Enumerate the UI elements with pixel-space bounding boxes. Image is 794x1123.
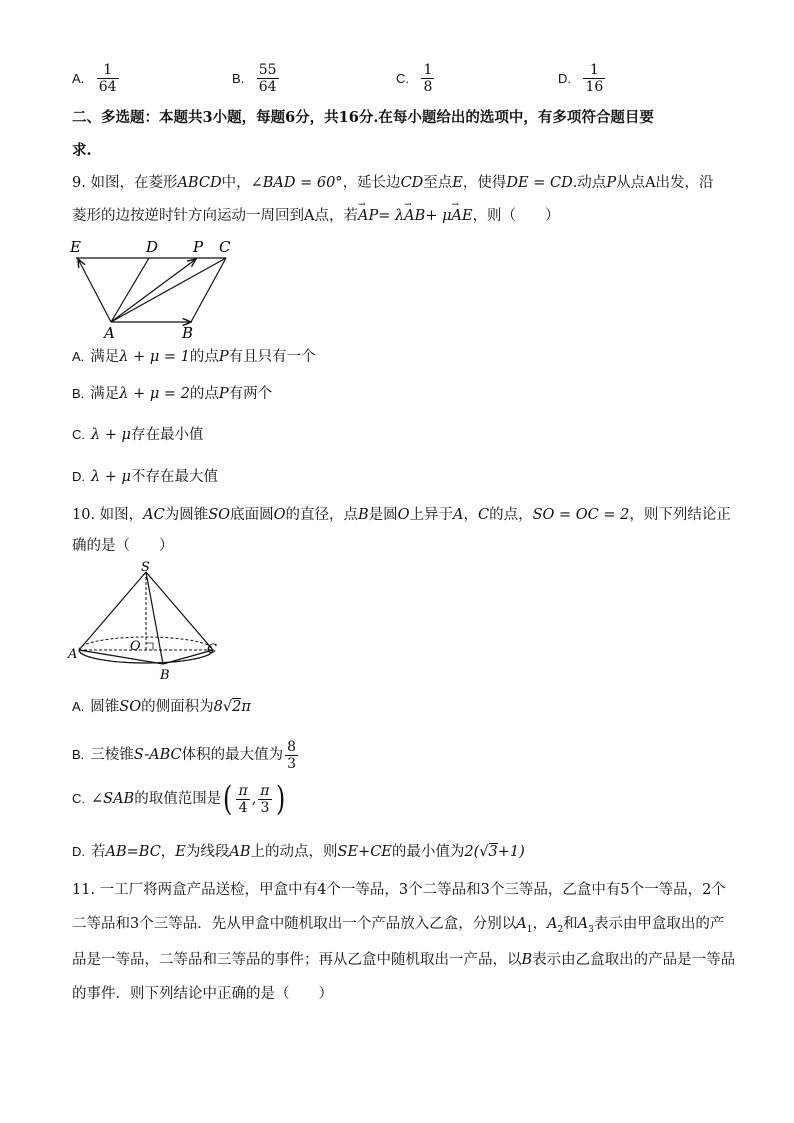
q10-stem-line1: 10. 如图，AC为圆锥SO底面圆O的直径，点B是圆O上异于A，C的点，SO = OC = 2，则下列结论正 <box>72 507 731 523</box>
fraction: $\frac{\pi}{4}$ <box>238 782 248 816</box>
fraction: $\frac{1}{8}$ <box>423 62 433 95</box>
q10-option-b[interactable]: B. 三棱锥S-ABC体积的最大值为 $\frac{8}{3}$ <box>72 738 297 772</box>
label-b: B <box>160 668 170 683</box>
q9-option-c[interactable]: C. λ + μ存在最小值 <box>72 427 204 443</box>
label-b: B <box>182 324 194 342</box>
q9-option-a[interactable]: A. 满足λ + μ = 1的点P有且只有一个 <box>72 349 316 365</box>
label-p: P <box>193 238 204 256</box>
label-e: E <box>70 238 81 256</box>
q10-option-a[interactable]: A. 圆锥SO的侧面积为8√2π <box>72 699 251 715</box>
q8-option-a[interactable]: A. $\frac{1}{64}$ <box>72 62 117 95</box>
q11-stem-line1: 11. 一工厂将两盒产品送检，甲盒中有4个一等品，3个二等品和3个三等品，乙盒中有5个一等品，2个 <box>72 882 726 898</box>
q9-option-b[interactable]: B. 满足λ + μ = 2的点P有两个 <box>72 386 273 402</box>
q10-option-c[interactable]: C. ∠SAB的取值范围是( $\frac{\pi}{4}$ , $\frac{\pi}{3}$ ) <box>72 779 285 819</box>
section-heading-cont: 求. <box>72 142 92 159</box>
label-a: A <box>104 324 115 342</box>
fraction: $\frac{\pi}{3}$ <box>260 782 270 816</box>
fraction: $\frac{1}{64}$ <box>98 62 117 95</box>
fraction: $\frac{8}{3}$ <box>287 738 297 772</box>
q9-stem-line1: 9. 如图，在菱形ABCD中，∠BAD = 60°，延长边CD至点E，使得DE = CD.动点P从点A出发，沿 <box>72 175 714 191</box>
q11-stem-line3: 品是一等品，二等品和三等品的事件；再从乙盒中随机取出一产品，以B表示由乙盒取出的产品是一等品 <box>72 952 736 968</box>
q8-option-c[interactable]: C. $\frac{1}{8}$ <box>396 62 433 95</box>
q9-rhombus-figure <box>66 234 246 342</box>
label-a: A <box>68 647 78 662</box>
line-ad <box>111 258 149 322</box>
right-angle-mark <box>146 643 153 650</box>
q11-stem-line2: 二等品和3个三等品．先从甲盒中随机取出一个产品放入乙盒，分别以$A_1$，$A_2$和$A_3$表示由甲盒取出的产 <box>72 916 725 935</box>
vector-ae <box>78 259 111 322</box>
q9-option-d[interactable]: D. λ + μ不存在最大值 <box>72 469 218 485</box>
q8-option-b[interactable]: B. $\frac{55}{64}$ <box>232 62 277 95</box>
q11-stem-line4: 的事件．则下列结论中正确的是（ ） <box>72 986 333 1002</box>
label-c: C <box>219 238 231 256</box>
line-bc <box>163 650 213 664</box>
q9-stem-line2: 菱形的边按逆时针方向运动一周回到A点，若→ AP= λ→ AB+ μ→ AE，则（ ） <box>72 206 560 226</box>
fraction: $\frac{1}{16}$ <box>585 62 604 95</box>
label-d: D <box>146 238 159 256</box>
label-c: C <box>207 642 217 657</box>
label-s: S <box>141 560 150 575</box>
label-o: O <box>130 639 141 654</box>
q10-option-d[interactable]: D. 若AB=BC，E为线段AB上的动点，则SE+CE的最小值为2(√3+1) <box>72 844 525 860</box>
section-heading: 二、多选题：本题共3小题，每题6分，共16分.在每小题给出的选项中，有多项符合题目要 <box>72 109 654 126</box>
vector-ap <box>111 259 196 322</box>
q10-cone-figure <box>66 560 226 684</box>
fraction: $\frac{55}{64}$ <box>258 62 277 95</box>
q10-stem-line2: 确的是（ ） <box>72 538 174 554</box>
line-sc <box>146 572 213 650</box>
q8-option-d[interactable]: D. $\frac{1}{16}$ <box>558 62 604 95</box>
